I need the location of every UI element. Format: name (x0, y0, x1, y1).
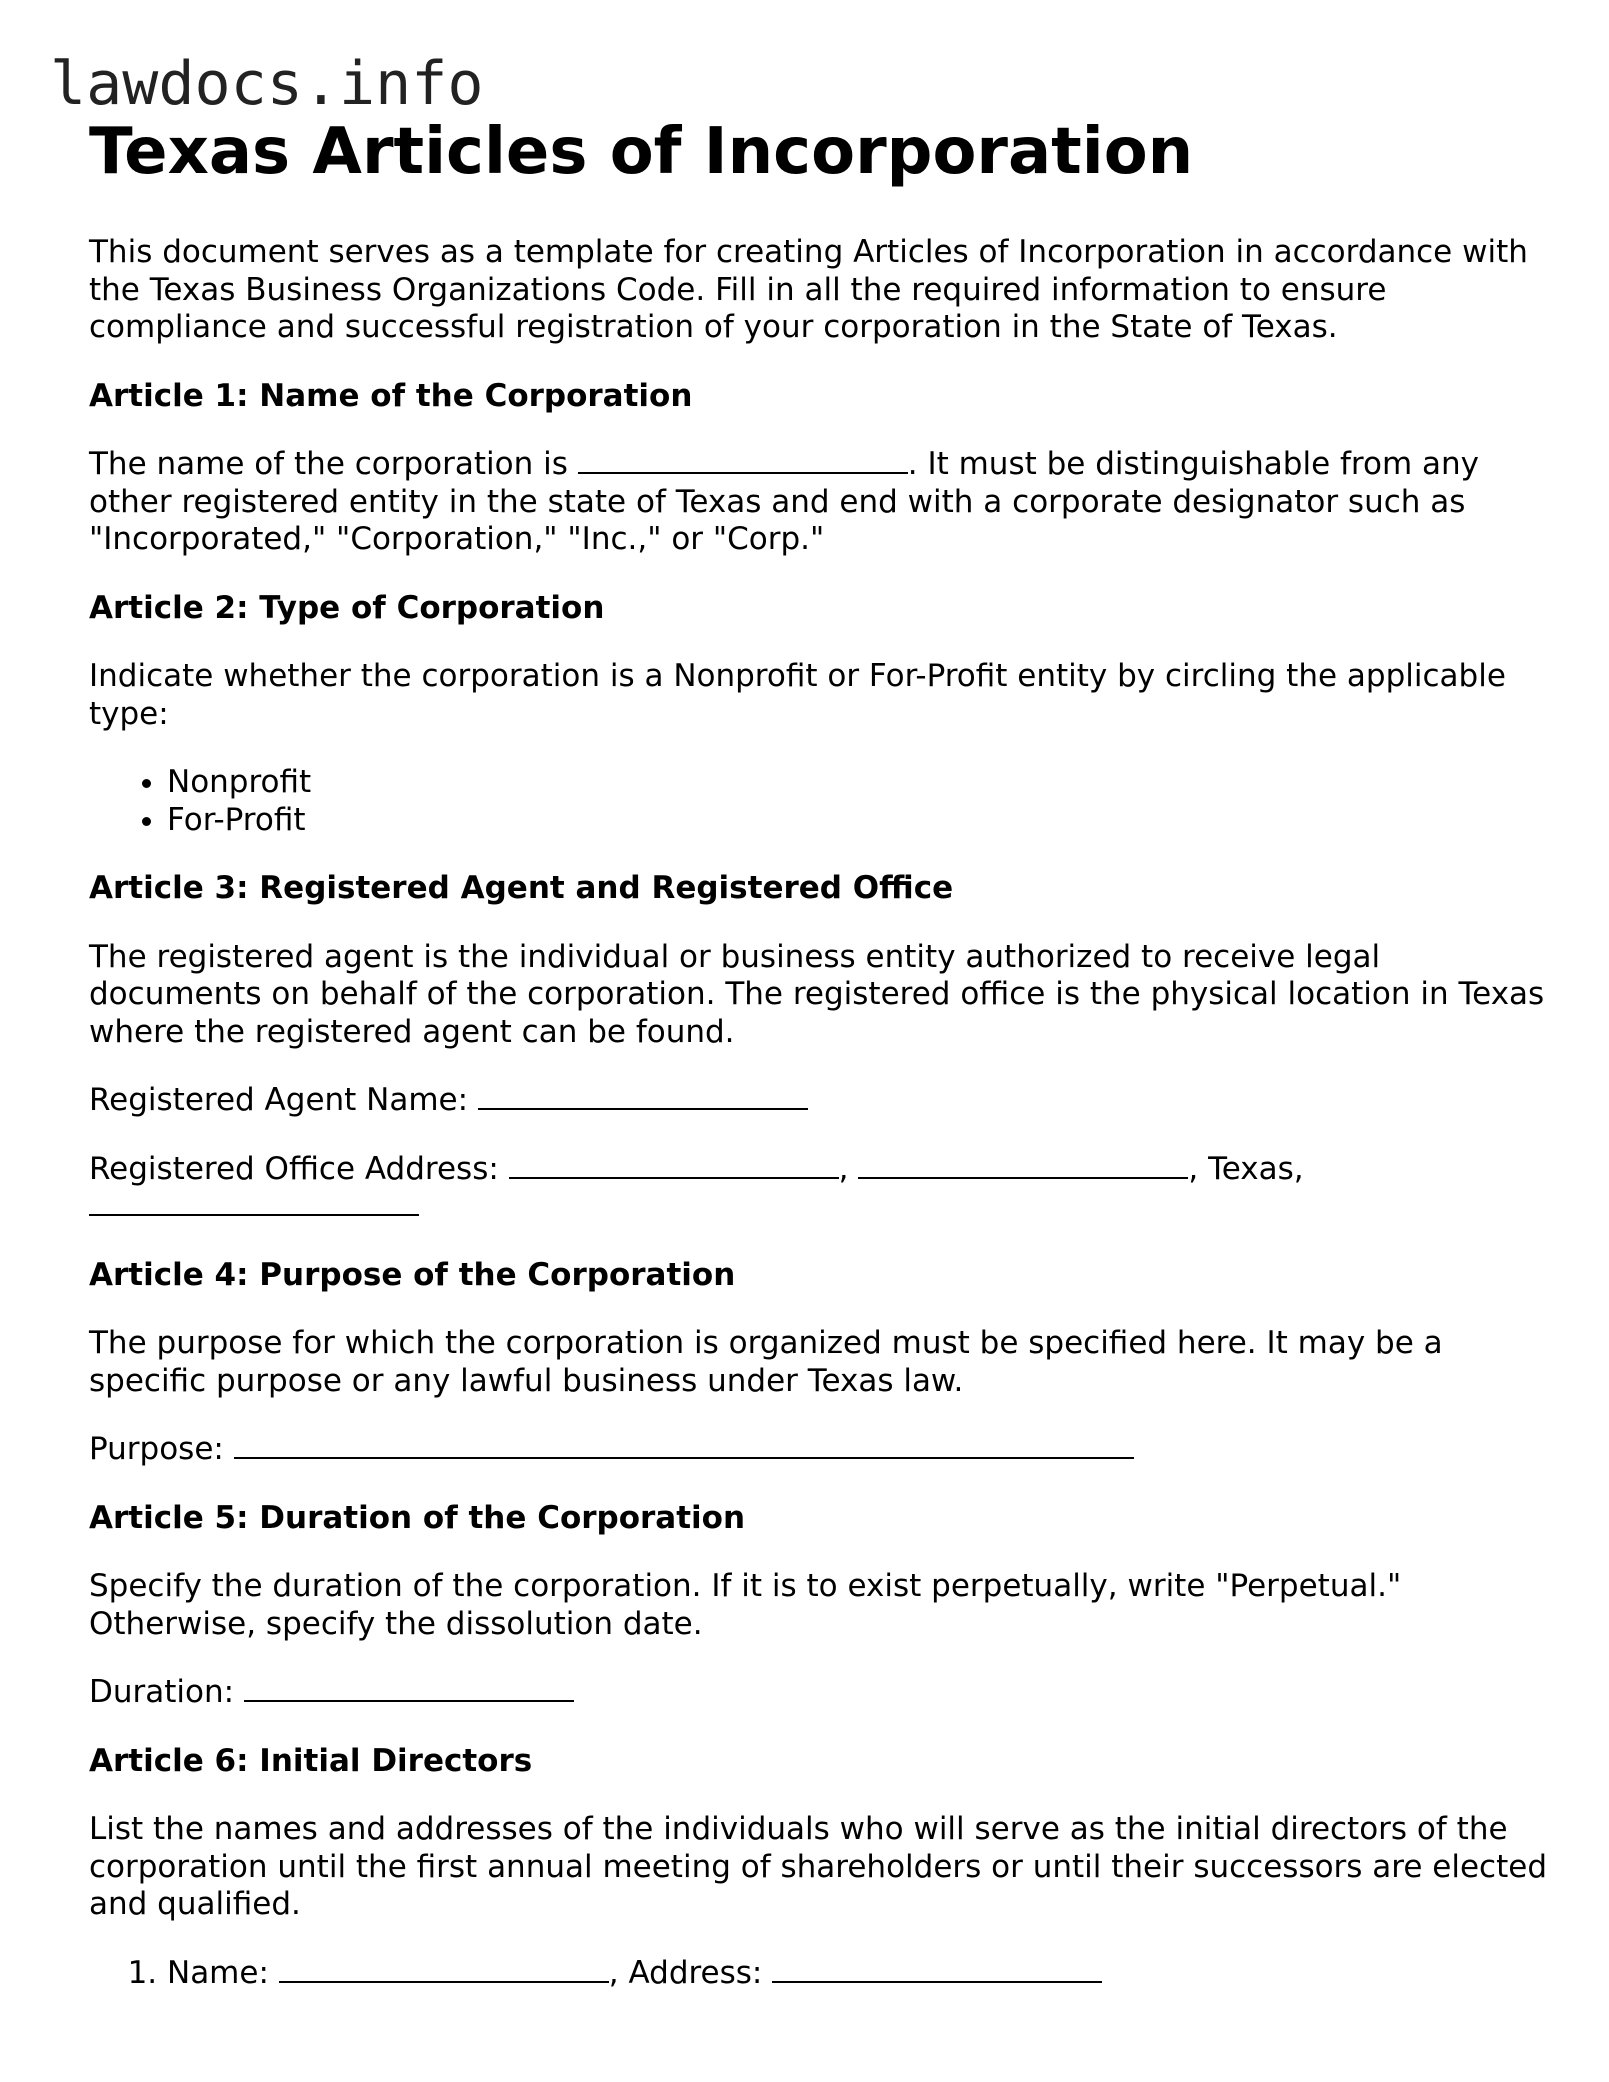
office-city-blank[interactable] (858, 1151, 1188, 1179)
site-watermark: lawdocs.info (50, 49, 484, 119)
director-address-blank[interactable] (772, 1955, 1102, 1983)
article-3-heading: Article 3: Registered Agent and Registered Office (89, 870, 954, 906)
duration-blank[interactable] (244, 1674, 574, 1702)
article-3-text: The registered agent is the individual or business entity authorized to receive legal documents on behalf of the corporation. The registered office is the physical location in Texas where the registered agent can be found. (89, 938, 1545, 1050)
article-6-heading: Article 6: Initial Directors (89, 1742, 533, 1779)
duration-line (89, 1674, 1549, 1712)
purpose-label: Purpose: (89, 1431, 234, 1467)
purpose-line (89, 1431, 1549, 1469)
corporation-type-list (89, 764, 1549, 839)
article-4-text: The purpose for which the corporation is organized must be specified here. It may be a specific purpose or any lawful business under Texas law. (89, 1325, 1443, 1399)
article-4-heading: Article 4: Purpose of the Corporation (89, 1256, 736, 1293)
article-1-text-before: The name of the corporation is (89, 446, 578, 482)
director-address-label: , Address: (608, 1954, 773, 1991)
director-item (167, 1955, 1549, 1993)
registered-agent-blank[interactable] (478, 1082, 808, 1110)
list-item-for-profit: • For-Profit (167, 802, 1549, 840)
office-zip-blank[interactable] (89, 1188, 419, 1216)
duration-label: Duration: (89, 1674, 244, 1710)
registered-agent-line (89, 1082, 1549, 1120)
registered-agent-label: Registered Agent Name: (89, 1082, 478, 1118)
article-5-text: Specify the duration of the corporation. If it is to exist perpetually, write "Perpetual." Otherwise, specify the dissolution date. (89, 1568, 1402, 1642)
article-2-heading: Article 2: Type of Corporation (89, 589, 605, 626)
list-item-nonprofit: • Nonprofit (167, 764, 1549, 802)
document-body (89, 112, 1549, 2023)
purpose-blank[interactable] (234, 1431, 1134, 1459)
director-name-label: Name: (167, 1954, 279, 1991)
article-1-text (89, 446, 1549, 559)
document-title: Texas Articles of Incorporation (89, 115, 1194, 189)
registered-office-label: Registered Office Address: (89, 1150, 509, 1187)
article-5-heading: Article 5: Duration of the Corporation (89, 1499, 746, 1536)
article-2-text: Indicate whether the corporation is a Nonprofit or For-Profit entity by circling the applicable type: (89, 658, 1506, 732)
director-name-blank[interactable] (279, 1955, 609, 1983)
corporation-name-blank[interactable] (578, 446, 908, 474)
office-texas-text: , Texas, (1188, 1150, 1304, 1187)
intro-paragraph: This document serves as a template for creating Articles of Incorporation in accordance with the Texas Business Organizations Code. Fill in all the required information to ensure compliance and successful registration of your corporation in the State of Texas. (89, 234, 1528, 345)
office-street-blank[interactable] (509, 1151, 839, 1179)
registered-office-line (89, 1151, 1549, 1226)
article-6-text: List the names and addresses of the individuals who will serve as the initial directors of the corporation until the first annual meeting of shareholders or until their successors are elected and qualified. (89, 1811, 1547, 1922)
office-comma: , (838, 1150, 849, 1187)
article-1-heading: Article 1: Name of the Corporation (89, 377, 693, 414)
article-1-text-after: . It must be distinguishable from any other registered entity in the state of Texas and end with a corporate designator such as "Incorporated," "Corporation," "Inc.," or "Corp." (89, 446, 1479, 557)
directors-list (89, 1955, 1549, 1993)
